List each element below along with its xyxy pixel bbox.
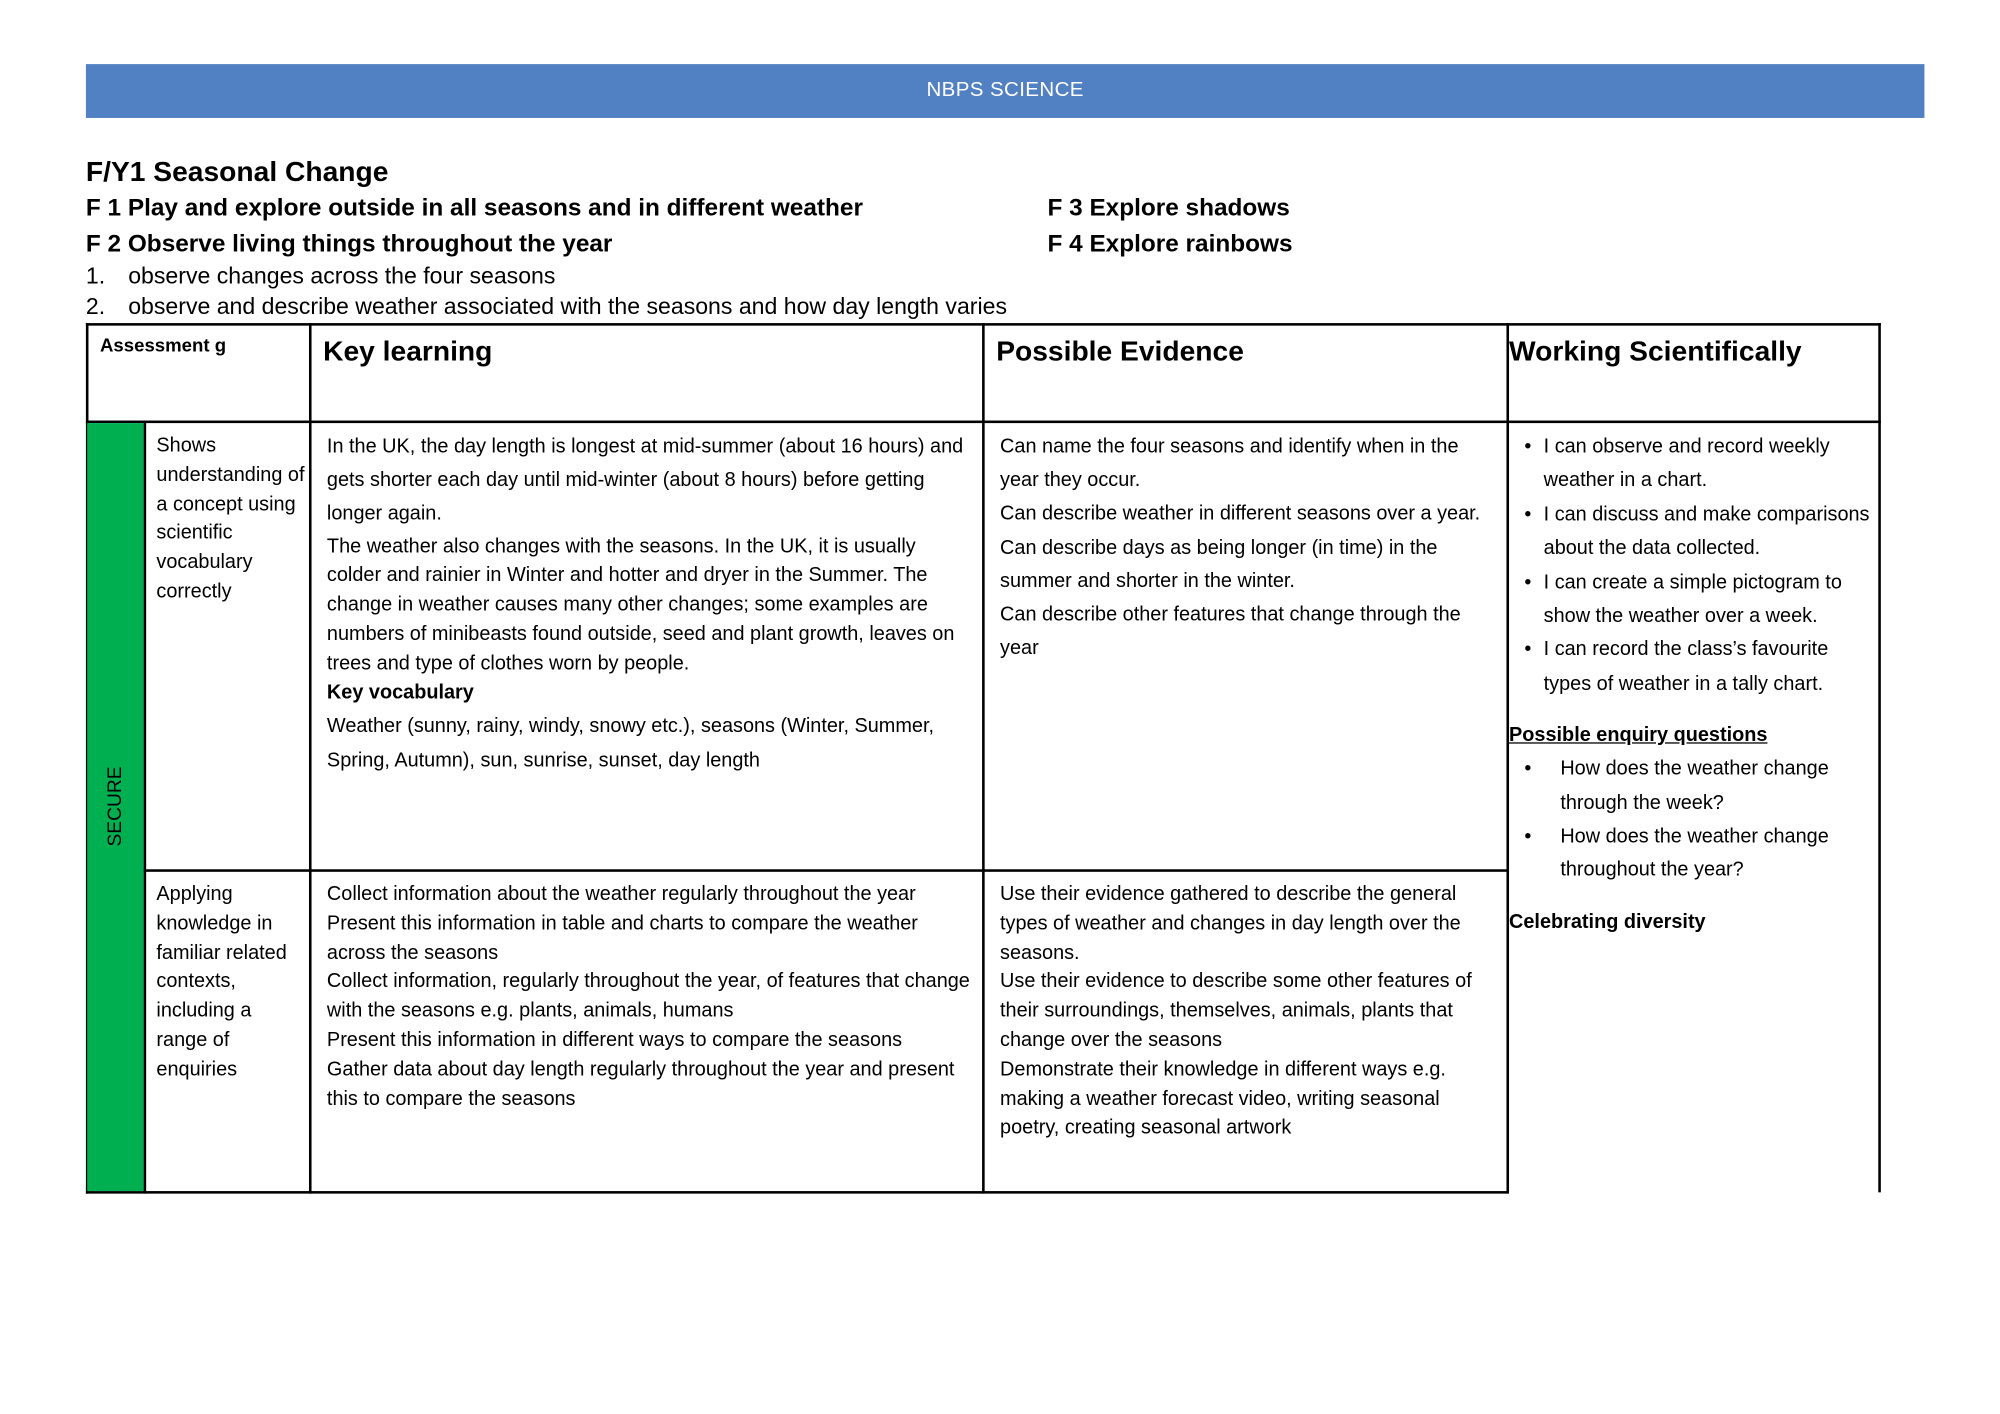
working-scientifically-cell: [1509, 431, 1876, 940]
objective-text: observe and describe weather associated with the seasons and how day length varies: [128, 293, 1007, 320]
objective-1: [86, 263, 556, 290]
key-learning-item: Collect information, regularly throughout the year, of features that change with the seasons e.g. plants, animals, humans: [326, 971, 970, 1023]
table-border-col: [982, 323, 985, 1194]
evidence-item: Use their evidence gathered to describe the general types of weather and changes in day length over the seasons.: [1000, 883, 1461, 964]
celebrating-diversity-heading: Celebrating diversity: [1509, 911, 1706, 934]
ws-item: • I can record the class’s favourite types of weather in a tally chart.: [1509, 634, 1876, 702]
foundation-f3: F 3 Explore shadows: [1047, 194, 1290, 222]
evidence-item: Can describe other features that change through the year: [1000, 603, 1461, 660]
header-working-scientifically: Working Scientifically: [1509, 334, 1802, 367]
header-key-learning: Key learning: [323, 334, 493, 367]
row2-key-learning: [327, 881, 974, 1115]
page-title: F/Y1 Seasonal Change: [85, 155, 389, 188]
table-border-col: [144, 421, 146, 1194]
evidence-item: Can describe days as being longer (in time) in the summer and shorter in the winter.: [1000, 536, 1438, 593]
objective-number: 2.: [85, 293, 106, 320]
row1-criterion: Shows understanding of a concept using scientific vocabulary correctly: [156, 434, 305, 603]
enquiry-question: • How does the weather change throughout the year?: [1509, 821, 1876, 889]
evidence-item: Demonstrate their knowledge in different ways e.g. making a weather forecast video, writing seasonal poetry, creating seasonal artwork: [1000, 1058, 1446, 1139]
key-vocabulary-heading: Key vocabulary: [326, 681, 474, 704]
header-possible-evidence: Possible Evidence: [996, 334, 1244, 367]
row2-evidence: [1000, 881, 1494, 1144]
evidence-item: Can describe weather in different seasons over a year.: [1000, 503, 1481, 525]
ws-item: • I can observe and record weekly weather in a chart.: [1509, 431, 1876, 499]
key-learning-item: Collect information about the weather regularly throughout the year: [326, 883, 916, 906]
table-border-right: [1878, 323, 1881, 1192]
secure-label: SECURE: [104, 766, 127, 847]
evidence-item: Can name the four seasons and identify when in the year they occur.: [1000, 435, 1459, 492]
objective-2: [86, 294, 1007, 321]
header-assessment: Assessment g: [100, 335, 227, 357]
evidence-item: Use their evidence to describe some other features of their surroundings, themselves, animals, plants that change over the seasons: [1000, 971, 1472, 1052]
key-learning-item: Present this information in table and charts to compare the weather across the seasons: [326, 912, 918, 964]
objective-number: 1.: [85, 262, 106, 289]
row1-key-learning: [327, 431, 974, 778]
ws-item: • I can discuss and make comparisons about the data collected.: [1509, 498, 1876, 566]
ws-item: • I can create a simple pictogram to show the weather over a week.: [1509, 566, 1876, 634]
table-border-row: [144, 869, 1508, 871]
table-border-col: [309, 323, 312, 1194]
foundation-f2: F 2 Observe living things throughout the year: [85, 230, 613, 258]
key-learning-item: Present this information in different ways to compare the seasons: [326, 1029, 903, 1052]
enquiry-questions-heading: Possible enquiry questions: [1509, 724, 1768, 747]
key-learning-item: Gather data about day length regularly throughout the year and present this to compare the seasons: [326, 1058, 955, 1110]
foundation-f4: F 4 Explore rainbows: [1047, 230, 1293, 258]
row2-criterion: Applying knowledge in familiar related contexts, including a range of enquiries: [156, 883, 287, 1081]
row1-evidence: [1000, 431, 1494, 666]
key-learning-paragraph: In the UK, the day length is longest at mid-summer (about 16 hours) and gets shorter each day until mid-winter (about 8 hours) before getting longer again.: [326, 435, 964, 525]
enquiry-question: • How does the weather change through the week?: [1509, 753, 1876, 821]
header-banner: NBPS SCIENCE: [86, 64, 1925, 118]
table-border-bottom: [86, 1191, 1508, 1194]
foundation-f1: F 1 Play and explore outside in all seasons and in different weather: [85, 194, 863, 222]
key-learning-paragraph: The weather also changes with the seasons. In the UK, it is usually colder and rainier in Winter and hotter and dryer in the Summer. The change in weather causes many other changes; some examples are numbers of minibeasts found outside, seed and plant growth, leaves on trees and type of clothes worn by people.: [326, 535, 955, 675]
key-vocabulary-text: Weather (sunny, rainy, windy, snowy etc.), seasons (Winter, Summer, Spring, Autumn), sun, sunrise, sunset, day length: [326, 715, 935, 772]
objective-text: observe changes across the four seasons: [128, 262, 556, 289]
